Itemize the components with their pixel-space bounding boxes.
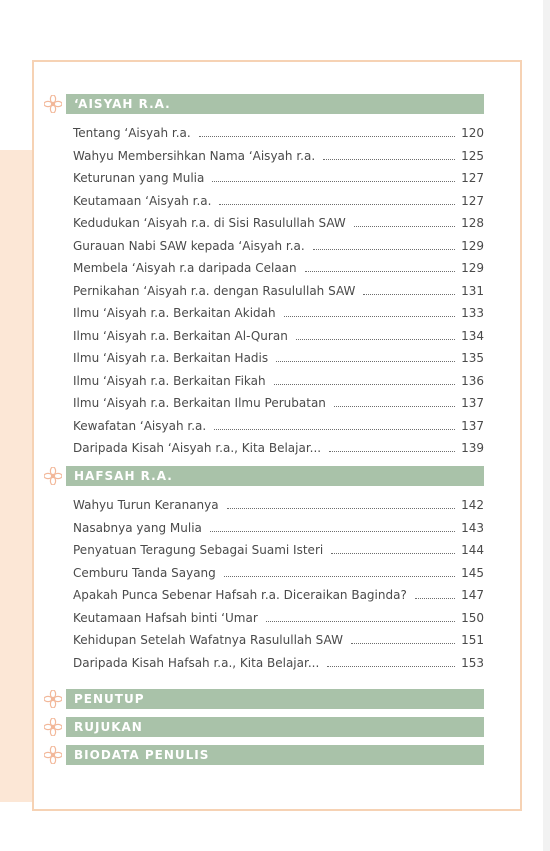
toc-entry-title: Kedudukan ‘Aisyah r.a. di Sisi Rasulullah SAW [73,216,346,230]
toc-entry [73,389,484,411]
dot-leader [354,225,455,227]
flower-icon [44,690,62,708]
toc-entry-title: Keturunan yang Mulia [73,171,205,185]
section-heading: PENUTUP [66,689,484,709]
toc-entry-page-number: 151 [461,633,484,647]
toc-entry [73,187,484,209]
toc-entry-page-number: 135 [461,351,484,365]
toc-entry-title: Daripada Kisah ‘Aisyah r.a., Kita Belajar... [73,441,322,455]
decorative-side-band [0,150,32,802]
toc-entry [73,514,484,536]
toc-entry-title: Ilmu ‘Aisyah r.a. Berkaitan Al-Quran [73,328,288,343]
flower-icon [44,746,62,764]
toc-entry-page-number: 128 [461,216,484,230]
dot-leader [305,270,455,272]
toc-entry-title: Daripada Kisah Hafsah r.a., Kita Belajar... [73,655,320,670]
dot-leader [266,620,455,622]
toc-entry-title: Ilmu ‘Aisyah r.a. Berkaitan Hadis [73,351,269,365]
toc-entry-title: Wahyu Turun Kerananya [73,498,219,512]
toc-entry-page-number: 127 [461,193,484,208]
toc-entry-page-number: 145 [461,565,484,580]
toc-entry-title: Nasabnya yang Mulia [73,520,202,535]
dot-leader [284,315,455,317]
toc-entry-title: Keutamaan Hafsah binti ‘Umar [73,610,258,625]
dot-leader [323,158,455,160]
toc-entry [73,254,484,276]
toc-entry-page-number: 134 [461,328,484,343]
toc-entry-page-number: 137 [461,418,484,433]
dot-leader [334,405,455,407]
toc-entry-title: Gurauan Nabi SAW kepada ‘Aisyah r.a. [73,238,305,253]
toc-entry [73,209,484,231]
toc-entry [73,412,484,434]
dot-leader [313,248,455,250]
toc-entry-title: Kehidupan Setelah Wafatnya Rasulullah SAW [73,633,343,647]
dot-leader [224,575,455,577]
toc-entry-title: Membela ‘Aisyah r.a daripada Celaan [73,261,297,275]
flower-icon [44,718,62,736]
toc-entry-page-number: 137 [461,396,484,410]
toc-entry [73,344,484,366]
toc-entry [73,367,484,389]
toc-entry [73,277,484,299]
toc-entry [73,604,484,626]
section-heading: ‘AISYAH R.A. [66,94,484,114]
toc-entry-page-number: 125 [461,148,484,163]
dot-leader [212,180,455,182]
dot-leader [329,450,455,452]
toc-entry-title: Wahyu Membersihkan Nama ‘Aisyah r.a. [73,148,316,163]
toc-entry [73,232,484,254]
toc-entry-page-number: 129 [461,261,484,275]
page-edge-strip [543,0,550,851]
toc-entry [73,559,484,581]
dot-leader [219,203,455,205]
toc-entry-title: Ilmu ‘Aisyah r.a. Berkaitan Ilmu Perubatan [73,396,326,410]
toc-entry-page-number: 147 [461,588,484,602]
dot-leader [327,665,455,667]
toc-entry-page-number: 120 [461,126,484,140]
dot-leader [227,507,455,509]
toc-entry [73,142,484,164]
dot-leader [296,338,455,340]
dot-leader [274,383,455,385]
dot-leader [363,293,455,295]
dot-leader [210,530,455,532]
toc-entry-page-number: 139 [461,441,484,455]
toc-entry-page-number: 129 [461,238,484,253]
dot-leader [199,135,455,137]
toc-entry-title: Pernikahan ‘Aisyah r.a. dengan Rasulullah SAW [73,283,356,298]
section-heading: HAFSAH R.A. [66,466,484,486]
toc-entry-page-number: 136 [461,373,484,388]
section-heading: RUJUKAN [66,717,484,737]
toc-entry-title: Ilmu ‘Aisyah r.a. Berkaitan Fikah [73,373,266,388]
toc-entry-page-number: 142 [461,498,484,512]
toc-entry [73,119,484,141]
flower-icon [44,467,62,485]
dot-leader [415,597,455,599]
toc-entry [73,626,484,648]
toc-entry-title: Cemburu Tanda Sayang [73,565,216,580]
dot-leader [214,428,455,430]
toc-entry [73,164,484,186]
toc-entry-title: Keutamaan ‘Aisyah r.a. [73,193,212,208]
section-heading: BIODATA PENULIS [66,745,484,765]
toc-entry-page-number: 144 [461,543,484,557]
flower-icon [44,95,62,113]
toc-entry-title: Tentang ‘Aisyah r.a. [73,126,191,140]
toc-entry-title: Apakah Punca Sebenar Hafsah r.a. Diceraikan Baginda? [73,588,407,602]
dot-leader [276,360,455,362]
toc-entry [73,491,484,513]
toc-entry [73,536,484,558]
toc-entry [73,581,484,603]
toc-entry-title: Penyatuan Teragung Sebagai Suami Isteri [73,543,324,557]
dot-leader [351,642,455,644]
toc-entry [73,434,484,456]
toc-entry-page-number: 143 [461,520,484,535]
toc-entry-title: Ilmu ‘Aisyah r.a. Berkaitan Akidah [73,306,276,320]
toc-entry [73,322,484,344]
dot-leader [331,552,455,554]
toc-entry-title: Kewafatan ‘Aisyah r.a. [73,418,207,433]
toc-entry-page-number: 153 [461,655,484,670]
toc-entry [73,649,484,671]
toc-entry [73,299,484,321]
toc-entry-page-number: 133 [461,306,484,320]
toc-entry-page-number: 127 [461,171,484,185]
toc-entry-page-number: 150 [461,610,484,625]
toc-entry-page-number: 131 [461,283,484,298]
